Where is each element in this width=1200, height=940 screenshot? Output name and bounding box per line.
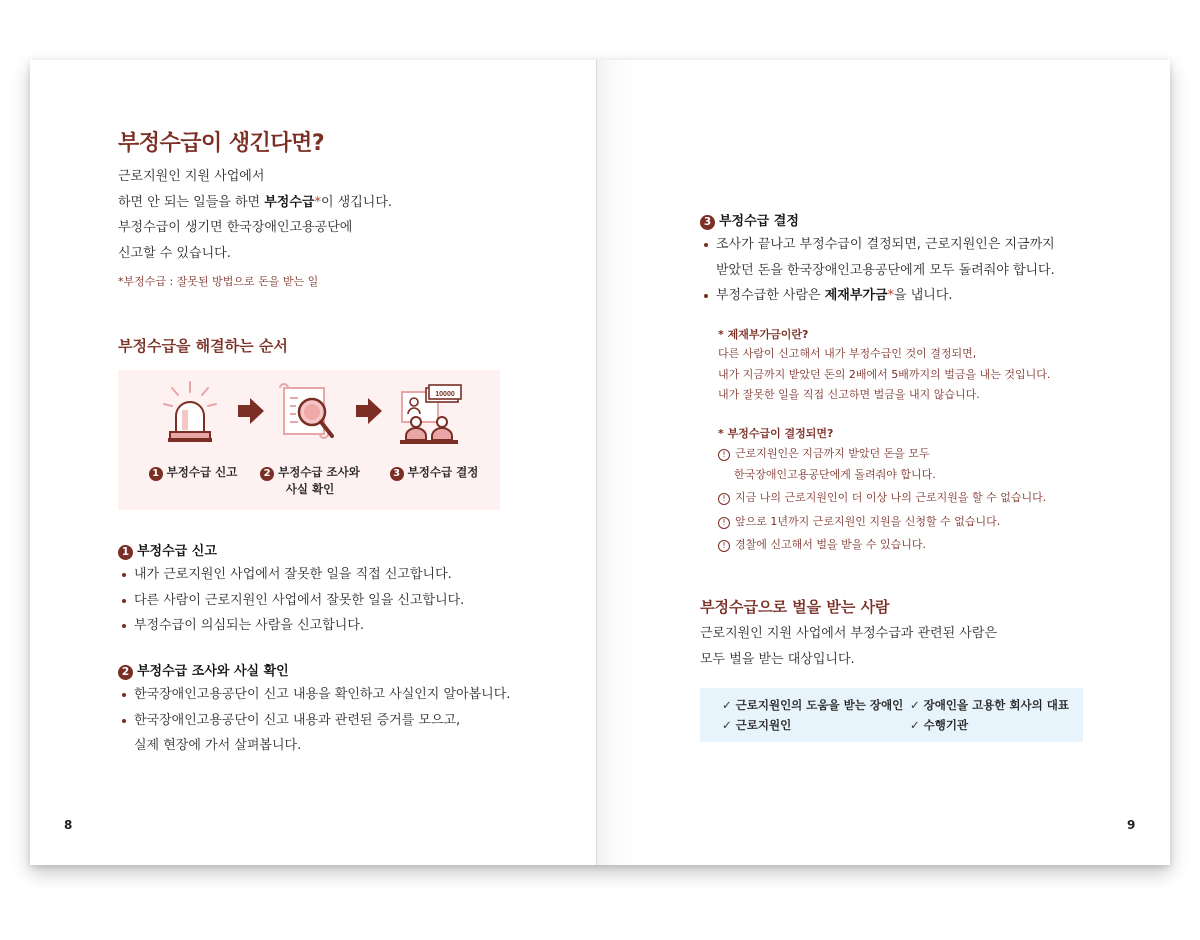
gutter-shadow xyxy=(596,60,636,865)
punish-body: 근로지원인 지원 사업에서 부정수급과 관련된 사람은 모두 벌을 받는 대상입니다. xyxy=(700,626,997,667)
section-3-list xyxy=(700,232,1120,309)
exclamation-icon: ! xyxy=(718,517,730,529)
check-icon: ✓ xyxy=(722,718,732,732)
target-item: ✓ 근로지원인의 도움을 받는 장애인 xyxy=(722,698,904,712)
section-1-list xyxy=(118,562,578,639)
intro-line: 부정수급이 생기면 한국장애인고용공단에 xyxy=(118,220,353,235)
check-icon: ✓ xyxy=(910,718,920,732)
intro-text xyxy=(118,164,558,266)
step-3-label: 3 부정수급 결정 xyxy=(374,464,494,481)
document-magnifier-icon xyxy=(276,382,342,448)
section-1-title: 1 부정수급 신고 xyxy=(118,540,217,560)
punish-title: 부정수급으로 벌을 받는 사람 xyxy=(700,598,890,616)
section-2-list xyxy=(118,682,588,759)
target-item: ✓ 근로지원인 xyxy=(722,718,792,732)
list-item: 조사가 끝나고 부정수급이 결정되면, 근로지원인은 지금까지 받았던 돈을 한국장애인고용공단에게 모두 돌려줘야 합니다. xyxy=(700,232,1120,283)
page-title: 부정수급이 생긴다면? xyxy=(118,131,325,156)
section-2-title: 2 부정수급 조사와 사실 확인 xyxy=(118,660,289,680)
step-2-label: 2 부정수급 조사와 사실 확인 xyxy=(250,464,370,497)
list-item: 한국장애인고용공단이 신고 내용과 관련된 증거를 모으고, 실제 현장에 가서 살펴봅니다. xyxy=(118,708,588,759)
book-spread xyxy=(30,60,1170,865)
term-jejaebugageum: 제재부가금 xyxy=(824,288,888,303)
exclamation-icon: ! xyxy=(718,493,730,505)
term-bujeongsugeup: 부정수급 xyxy=(264,194,315,210)
list-item: ! 앞으로 1년까지 근로지원인 지원을 신청할 수 없습니다. xyxy=(718,512,1118,533)
step-1-label: 1 부정수급 신고 xyxy=(138,464,248,481)
exclamation-icon: ! xyxy=(718,540,730,552)
process-steps-box xyxy=(118,370,500,510)
list-item: 부정수급이 의심되는 사람을 신고합니다. xyxy=(118,613,578,639)
page-number-left: 8 xyxy=(64,818,73,832)
list-item: ! 근로지원인은 지금까지 받았던 돈을 모두 xyxy=(718,444,1118,465)
left-page xyxy=(30,60,598,865)
exclamation-icon: ! xyxy=(718,449,730,461)
target-item: ✓ 장애인을 고용한 회사의 대표 xyxy=(910,698,1069,712)
list-item: ! 경찰에 신고해서 벌을 받을 수 있습니다. xyxy=(718,535,1118,556)
svg-text:10000: 10000 xyxy=(435,391,455,398)
people-money-icon xyxy=(396,384,466,448)
arrow-right-icon xyxy=(236,396,266,426)
consequence-note-list: ! 근로지원인은 지금까지 받았던 돈을 모두 한국장애인고용공단에게 돌려줘야 합니다. ! 지금 나의 근로지원인이 더 이상 나의 근로지원을 할 수 없습니다. ! 앞으로 1년까지 근로지원인 지원을 신청할 수 없습니다. ! 경찰에 신고해서 벌을 받을 수 있습니다. xyxy=(718,444,1118,556)
process-title: 부정수급을 해결하는 순서 xyxy=(118,337,288,355)
penalty-note-title: * 제재부가금이란? xyxy=(718,328,809,341)
intro-line: 신고할 수 있습니다. xyxy=(118,245,231,261)
list-item: 한국장애인고용공단이 신고 내용을 확인하고 사실인지 알아봅니다. xyxy=(118,682,588,708)
gutter-line xyxy=(596,60,597,865)
page-number-right: 9 xyxy=(1127,818,1136,832)
intro-line: 근로지원인 지원 사업에서 xyxy=(118,169,265,184)
intro-line: 하면 안 되는 일들을 하면 부정수급*이 생깁니다. xyxy=(118,194,393,210)
check-icon: ✓ xyxy=(910,698,920,712)
target-item: ✓ 수행기관 xyxy=(910,718,969,732)
penalty-note-body: 다른 사람이 신고해서 내가 부정수급인 것이 결정되면, 내가 지금까지 받았던 돈의 2배에서 5배까지의 벌금을 내는 것입니다. 내가 잘못한 일을 직접 신고하면 벌금을 내지 않습니다. xyxy=(718,347,1051,401)
check-icon: ✓ xyxy=(722,698,732,712)
arrow-right-icon xyxy=(354,396,384,426)
footnote: *부정수급 : 잘못된 방법으로 돈을 받는 일 xyxy=(118,275,319,288)
section-3-title: 3 부정수급 결정 xyxy=(700,210,799,230)
list-item: 내가 근로지원인 사업에서 잘못한 일을 직접 신고합니다. xyxy=(118,562,578,588)
targets-box xyxy=(700,688,1083,742)
consequence-note-title: * 부정수급이 결정되면? xyxy=(718,427,834,440)
list-item: ! 지금 나의 근로지원인이 더 이상 나의 근로지원을 할 수 없습니다. xyxy=(718,488,1118,509)
list-item: 다른 사람이 근로지원인 사업에서 잘못한 일을 신고합니다. xyxy=(118,588,578,614)
list-item: 부정수급한 사람은 제재부가금*을 냅니다. xyxy=(700,283,1120,309)
siren-icon xyxy=(158,380,222,448)
